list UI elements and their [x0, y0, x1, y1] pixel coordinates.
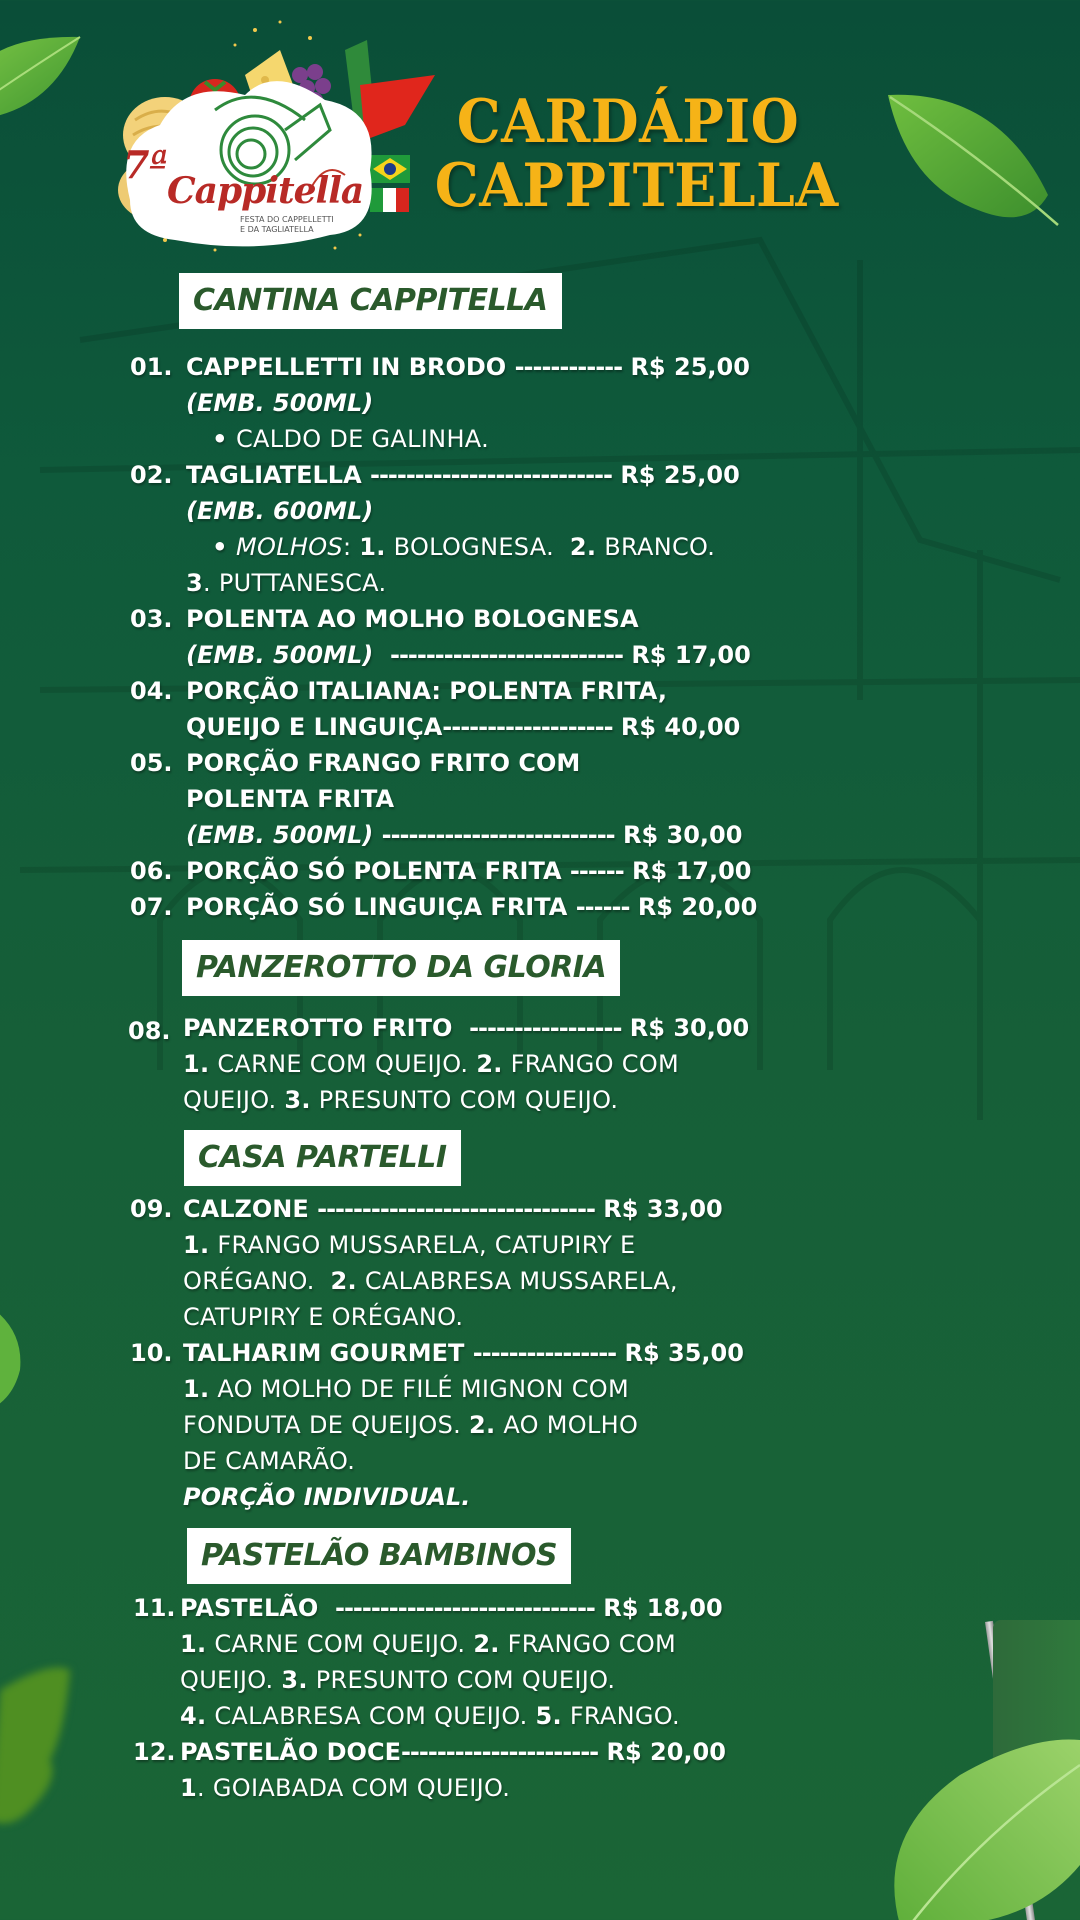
- item-number: 03.: [130, 605, 173, 633]
- item-price: R$ 33,00: [603, 1195, 723, 1223]
- item-note-price-line: (EMB. 500ML) -------------------------- R$ 17,00: [186, 641, 751, 669]
- menu-item-calzone: CALZONE ------------------------------- R$ 33,00: [183, 1195, 723, 1223]
- section-header-casa-partelli: CASA PARTELLI: [184, 1130, 461, 1186]
- item-price: R$ 30,00: [622, 821, 743, 849]
- item-description: • MOLHOS: 1. BOLOGNESA. 2. BRANCO.: [204, 529, 715, 565]
- menu-item-cappelletti: CAPPELLETTI IN BRODO ------------ R$ 25,00: [186, 353, 750, 381]
- item-options: 1. CARNE COM QUEIJO. 2. FRANGO COM: [180, 1630, 677, 1658]
- bullet-icon: •: [212, 425, 228, 453]
- item-price: R$ 35,00: [624, 1339, 744, 1367]
- section-header-panzerotto-da-gloria: PANZEROTTO DA GLORIA: [182, 940, 620, 996]
- menu-item-tagliatella: TAGLIATELLA --------------------------- R$ 25,00: [186, 461, 740, 489]
- item-price: R$ 20,00: [606, 1738, 726, 1766]
- item-description: 3. PUTTANESCA.: [186, 569, 387, 597]
- item-number: 10.: [130, 1339, 173, 1367]
- item-note: (EMB. 500ML): [186, 389, 374, 417]
- item-price: R$ 20,00: [637, 893, 758, 921]
- item-number: 08.: [128, 1017, 171, 1045]
- item-price: R$ 30,00: [629, 1014, 750, 1042]
- item-note-price-line: (EMB. 500ML) -------------------------- R$ 30,00: [186, 821, 743, 849]
- item-number: 05.: [130, 749, 173, 777]
- page-title: [434, 87, 839, 221]
- green-flag-bottom-right: [985, 1600, 1080, 1920]
- item-number: 07.: [130, 893, 173, 921]
- menu-item-porcao-italiana: PORÇÃO ITALIANA: POLENTA FRITA,: [186, 677, 667, 705]
- menu-item-panzerotto-frito: PANZEROTTO FRITO ----------------- R$ 30,00: [183, 1014, 750, 1042]
- menu-item-frango-frito: PORÇÃO FRANGO FRITO COM: [186, 749, 581, 777]
- basil-leaf-left-middle-icon: [0, 1290, 25, 1420]
- basil-leaf-bottom-left-blurred-icon: [0, 1650, 90, 1850]
- item-price: R$ 25,00: [620, 461, 740, 489]
- item-options: DE CAMARÃO.: [183, 1447, 356, 1475]
- section-header-cantina-cappitella: CANTINA CAPPITELLA: [179, 273, 562, 329]
- title-line-2: CAPPITELLA: [434, 151, 839, 221]
- logo-brand: Cappitella: [167, 170, 364, 212]
- festival-logo: [105, 10, 435, 260]
- basil-leaf-top-left-icon: [0, 25, 90, 125]
- logo-tagline: FESTA DO CAPPELLETTI E DA TAGLIATELLA: [240, 215, 334, 234]
- item-number: 01.: [130, 353, 173, 381]
- item-description: • CALDO DE GALINHA.: [204, 421, 489, 457]
- item-options: 4. CALABRESA COM QUEIJO. 5. FRANGO.: [180, 1702, 680, 1730]
- item-options: ORÉGANO. 2. CALABRESA MUSSARELA,: [183, 1267, 678, 1295]
- item-options: FONDUTA DE QUEIJOS. 2. AO MOLHO: [183, 1411, 639, 1439]
- item-options: 1. GOIABADA COM QUEIJO.: [180, 1774, 511, 1802]
- item-name-line-2: POLENTA FRITA: [186, 785, 395, 813]
- item-number: 04.: [130, 677, 173, 705]
- item-number: 12.: [133, 1738, 176, 1766]
- item-options: CATUPIRY E ORÉGANO.: [183, 1303, 464, 1331]
- item-number: 06.: [130, 857, 173, 885]
- item-options: 1. FRANGO MUSSARELA, CATUPIRY E: [183, 1231, 636, 1259]
- section-header-pastelao-bambinos: PASTELÃO BAMBINOS: [187, 1528, 571, 1584]
- item-note: (EMB. 600ML): [186, 497, 374, 525]
- menu-item-pastelao: PASTELÃO ----------------------------- R$ 18,00: [180, 1594, 723, 1622]
- item-price: R$ 17,00: [631, 641, 751, 669]
- item-options: QUEIJO. 3. PRESUNTO COM QUEIJO.: [180, 1666, 616, 1694]
- menu-item-pastelao-doce: PASTELÃO DOCE---------------------- R$ 20,00: [180, 1738, 726, 1766]
- item-note: PORÇÃO INDIVIDUAL.: [183, 1483, 471, 1511]
- menu-item-polenta-frita: PORÇÃO SÓ POLENTA FRITA ------ R$ 17,00: [186, 857, 752, 885]
- item-price: R$ 40,00: [620, 713, 741, 741]
- menu-item-linguica-frita: PORÇÃO SÓ LINGUIÇA FRITA ------ R$ 20,00: [186, 893, 758, 921]
- item-name-price-line: QUEIJO E LINGUIÇA------------------- R$ 40,00: [186, 713, 741, 741]
- logo-edition: 7ª: [123, 142, 168, 187]
- item-number: 11.: [133, 1594, 176, 1622]
- item-price: R$ 18,00: [603, 1594, 723, 1622]
- item-price: R$ 25,00: [630, 353, 750, 381]
- title-line-1: CARDÁPIO: [456, 87, 800, 157]
- menu-item-talharim-gourmet: TALHARIM GOURMET ---------------- R$ 35,00: [183, 1339, 744, 1367]
- bullet-icon: •: [212, 533, 228, 561]
- menu-item-polenta-bolognesa: POLENTA AO MOLHO BOLOGNESA: [186, 605, 639, 633]
- item-options: QUEIJO. 3. PRESUNTO COM QUEIJO.: [183, 1086, 619, 1114]
- item-price: R$ 17,00: [632, 857, 752, 885]
- item-options: 1. AO MOLHO DE FILÉ MIGNON COM: [183, 1375, 629, 1403]
- item-number: 09.: [130, 1195, 173, 1223]
- item-number: 02.: [130, 461, 173, 489]
- basil-leaf-top-right-icon: [878, 85, 1068, 235]
- item-options: 1. CARNE COM QUEIJO. 2. FRANGO COM: [183, 1050, 680, 1078]
